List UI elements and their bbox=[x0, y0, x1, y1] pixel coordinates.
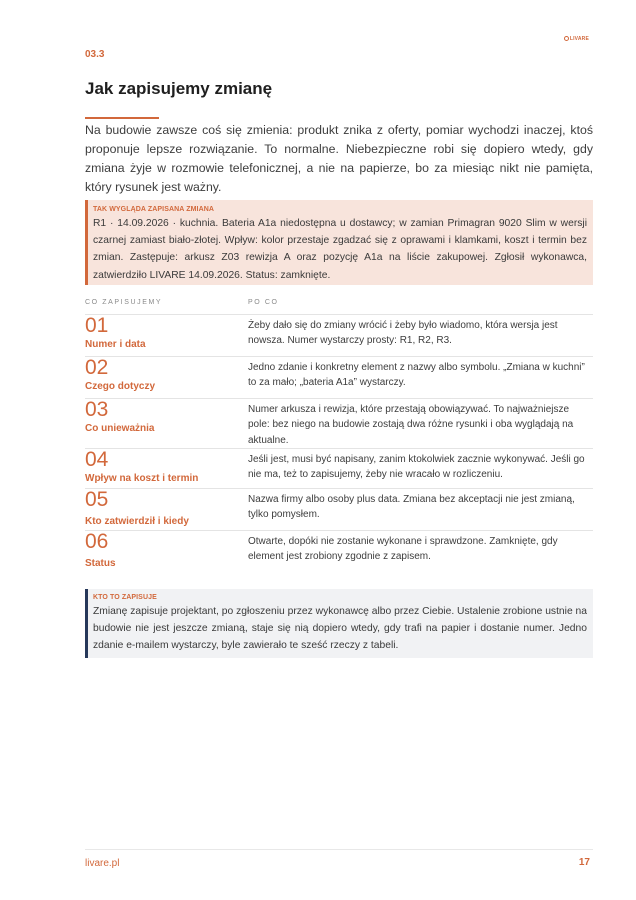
row-text: Jedno zdanie i konkretny element z nazwy albo symbolu. „Zmiana w kuchni” to za mało; „bateria A1a” wystarczy. bbox=[248, 362, 585, 389]
logo-circle-icon bbox=[564, 36, 569, 41]
page-number: 17 bbox=[578, 857, 590, 868]
table-header-what: CO ZAPISUJEMY bbox=[85, 299, 163, 306]
intro-paragraph: Na budowie zawsze coś się zmienia: produkt znika z oferty, pomiar wychodzi inaczej, ktoś proponuje lepsze rozwiązanie. To normalne. Niebezpieczne robi się dopiero wtedy, gdy zmiana żyje w rozmowie telefonicznej, a nie na papierze, bo za miesiąc nikt nie pamięta, który rysunek jest ważny. bbox=[85, 123, 593, 194]
brand-logo bbox=[564, 36, 589, 42]
table-row bbox=[85, 448, 593, 488]
page-title: Jak zapisujemy zmianę bbox=[85, 79, 273, 98]
row-number: 06 bbox=[85, 530, 109, 553]
note-callout-label: KTO TO ZAPISUJE bbox=[93, 594, 157, 601]
row-number: 05 bbox=[85, 488, 109, 511]
row-number: 03 bbox=[85, 398, 109, 421]
row-text: Nazwa firmy albo osoby plus data. Zmiana bez akceptacji nie jest zmianą, tylko pomysłem. bbox=[248, 494, 575, 521]
row-number: 02 bbox=[85, 356, 109, 379]
row-label: Co unieważnia bbox=[85, 423, 155, 434]
row-text: Jeśli jest, musi być napisany, zanim ktokolwiek zacznie wykonywać. Jeśli go nie ma, też to zapisujemy, żeby nie wracało w rozliczeniu. bbox=[248, 454, 585, 481]
example-callout bbox=[85, 200, 593, 285]
title-underline bbox=[85, 117, 159, 119]
brand-name: LIVARE bbox=[569, 36, 589, 42]
row-text: Numer arkusza i rewizja, które przestają obowiązywać. To najważniejsze pole: bez niego na budowie zostają dwa różne rysunki i oba wyglądają na aktualne. bbox=[248, 404, 574, 446]
section-number: 03.3 bbox=[85, 49, 105, 60]
row-number: 01 bbox=[85, 314, 109, 337]
row-text: Otwarte, dopóki nie zostanie wykonane i sprawdzone. Zamknięte, gdy element jest zrobiony zgodnie z zapisem. bbox=[248, 536, 558, 563]
row-label: Czego dotyczy bbox=[85, 381, 156, 392]
footer-site-link[interactable]: livare.pl bbox=[85, 858, 120, 869]
table-row bbox=[85, 398, 593, 448]
row-number: 04 bbox=[85, 448, 109, 471]
table-row bbox=[85, 488, 593, 530]
note-callout bbox=[85, 589, 593, 658]
table-row bbox=[85, 314, 593, 356]
example-callout-text: R1 · 14.09.2026 · kuchnia. Bateria A1a niedostępna u dostawcy; w zamian Primagran 9020 Slim w wersji czarnej zamiast biało-złotej. Wpływ: kolor przestaje zgadzać się z oprawami i klamkami, koszt i termin bez zmian. Zastępuje: arkusz Z03 rewizja A oraz pozycję A1a na liście zakupowej. Zgłosił wykonawca, zatwierdziło LIVARE 14.09.2026. Status: zamknięte. bbox=[93, 218, 587, 281]
row-label: Kto zatwierdził i kiedy bbox=[85, 516, 189, 527]
table-header-why: PO CO bbox=[248, 299, 279, 306]
table-row bbox=[85, 356, 593, 398]
row-text: Żeby dało się do zmiany wrócić i żeby było wiadomo, która wersja jest nowsza. Numer wystarczy prosty: R1, R2, R3. bbox=[248, 320, 558, 347]
row-label: Wpływ na koszt i termin bbox=[85, 473, 199, 484]
example-callout-label: TAK WYGLĄDA ZAPISANA ZMIANA bbox=[93, 206, 215, 213]
row-label: Status bbox=[85, 558, 116, 569]
row-label: Numer i data bbox=[85, 339, 146, 350]
footer-divider bbox=[85, 849, 593, 850]
note-callout-text: Zmianę zapisuje projektant, po zgłoszeniu przez wykonawcę albo przez Ciebie. Ustalenie zrobione ustnie na budowie nie jest jeszcze zmianą, staje się nią dopiero wtedy, gdy trafi na papier i dostanie numer. Jedno zdanie e-mailem wystarczy, byle zawierało te sześć rzeczy z tabeli. bbox=[93, 606, 587, 652]
table-row bbox=[85, 530, 593, 575]
